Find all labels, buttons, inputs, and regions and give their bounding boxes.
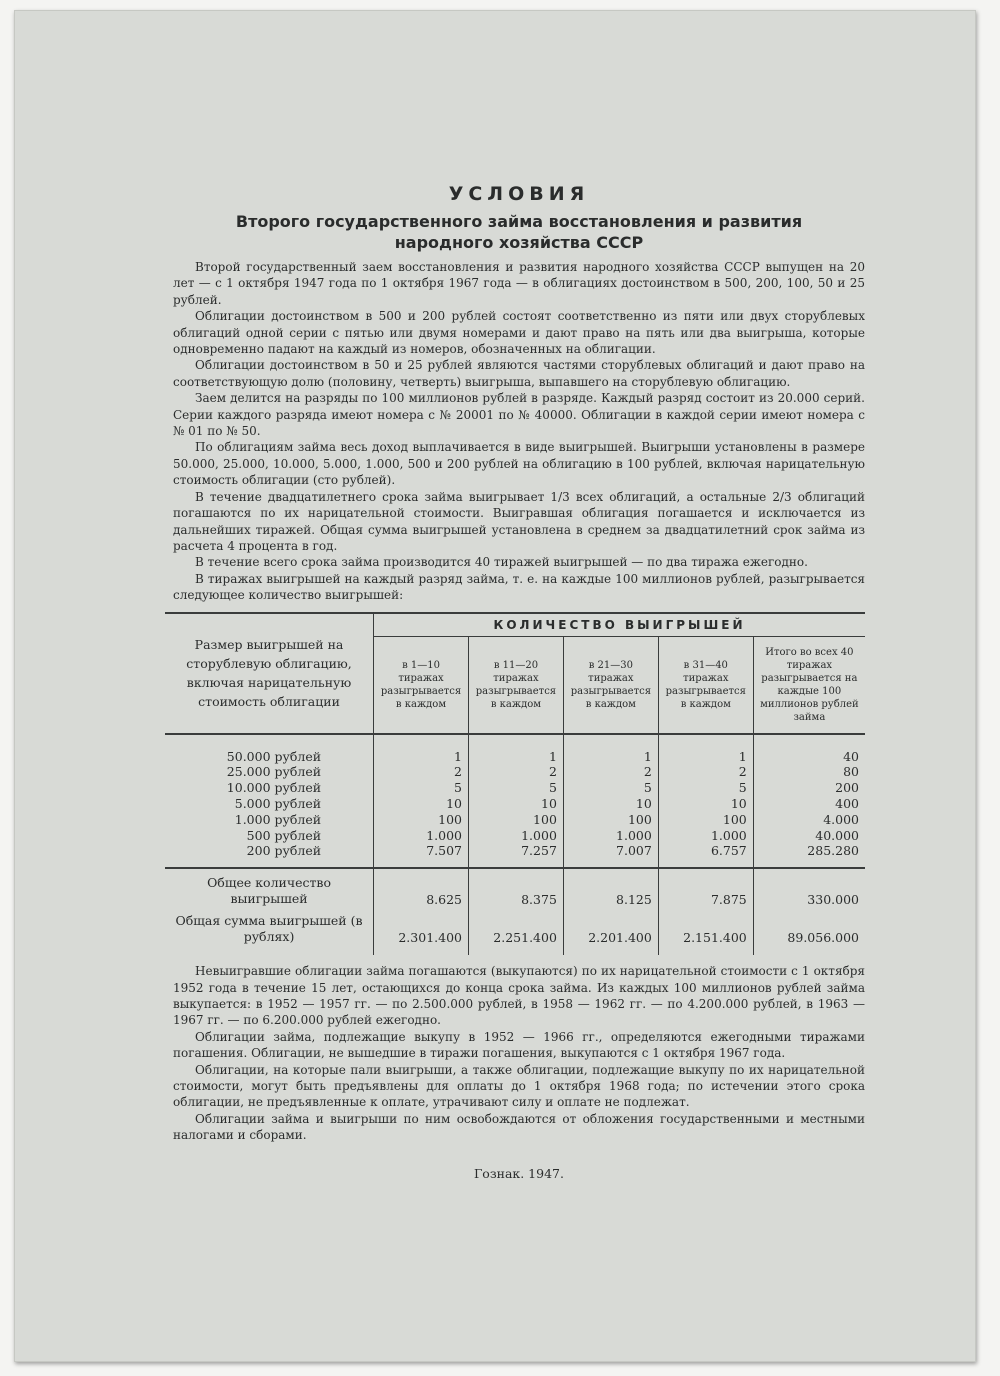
prize-size-header: Размер выигрышей на сторублевую облигацию, включая нарицательную стоимость облигации <box>165 613 374 734</box>
table-cell: 5 <box>468 780 563 796</box>
paragraph: В течение всего срока займа производится 40 тиражей выигрышей — по два тиража ежегодно. <box>195 555 808 570</box>
paragraph: Заем делится на разряды по 100 миллионов рублей в разряде. Каждый разряд состоит из 20.000 серий. Серии каждого разряда имеют номера с № 20001 по № 40000. Облигации в каждой серии имеют номера с № 01 по № 50. <box>173 391 865 439</box>
column-header: в 1—10 тиражах разыгрывается в каждом <box>374 636 469 734</box>
prizes-table <box>165 612 865 956</box>
table-cell: 7.007 <box>563 843 658 868</box>
table-cell: 8.625 <box>374 868 469 907</box>
table-cell: 100 <box>658 812 753 828</box>
paragraph: Облигации достоинством в 50 и 25 рублей являются частями сторублевых облигаций и дают право на соответствующую долю (половину, четверть) выигрыша, выпавшего на сторублевую облигацию. <box>173 358 865 389</box>
table-cell: 100 <box>374 812 469 828</box>
column-header: в 11—20 тиражах разыгрывается в каждом <box>468 636 563 734</box>
table-row <box>165 796 865 812</box>
prize-label: 200 рублей <box>165 843 374 868</box>
paragraph: Второй государственный заем восстановления и развития народного хозяйства СССР выпущен на 20 лет — с 1 октября 1947 года по 1 октября 1967 года — в облигациях достоинством в 500, 200, 100, 50 и 25 рублей. <box>173 260 865 307</box>
table-cell: 2.151.400 <box>658 907 753 955</box>
table-cell: 8.375 <box>468 868 563 907</box>
table-cell: 7.507 <box>374 843 469 868</box>
column-header: в 31—40 тиражах разыгрывается в каждом <box>658 636 753 734</box>
total-count-label: Общее количество выигрышей <box>207 875 331 907</box>
table-cell: 1.000 <box>658 828 753 844</box>
prize-label: 50.000 рублей <box>226 748 322 764</box>
table-cell: 1.000 <box>374 828 469 844</box>
table-cell: 8.125 <box>563 868 658 907</box>
table-cell: 40.000 <box>753 828 865 844</box>
table-cell: 40 <box>753 734 865 765</box>
table-cell: 1 <box>658 734 753 765</box>
table-cell: 1 <box>468 734 563 765</box>
table-cell: 80 <box>753 764 865 780</box>
total-count-row <box>165 868 865 907</box>
table-cell: 7.257 <box>468 843 563 868</box>
table-row <box>165 780 865 796</box>
winnings-count-header: КОЛИЧЕСТВО ВЫИГРЫШЕЙ <box>374 613 865 637</box>
column-header-total: Итого во всех 40 тиражах разыгрывается на каждые 100 миллионов рублей займа <box>753 636 865 734</box>
total-sum-label: Общая сумма выигрышей (в рублях) <box>175 913 363 945</box>
table-cell: 2 <box>374 764 469 780</box>
table-cell: 7.875 <box>658 868 753 907</box>
printer-imprint: Гознак. 1947. <box>474 1165 564 1181</box>
table-cell: 10 <box>374 796 469 812</box>
table-cell: 10 <box>468 796 563 812</box>
table-cell: 1.000 <box>468 828 563 844</box>
table-row <box>165 843 865 868</box>
table-cell: 1 <box>374 734 469 765</box>
table-cell: 6.757 <box>658 843 753 868</box>
table-cell: 200 <box>753 780 865 796</box>
prize-label: 1.000 рублей <box>234 811 322 827</box>
paragraph: Облигации достоинством в 500 и 200 рублей состоят соответственно из пяти или двух сторублевых облигаций одной серии с пятью или двумя номерами и дают право на пять или два выигрыша, которые одновременно падают на каждый из номеров, обозначенных на облигации. <box>173 309 865 357</box>
paragraph: В тиражах выигрышей на каждый разряд займа, т. е. на каждые 100 миллионов рублей, разыгрывается следующее количество выигрышей: <box>173 571 865 603</box>
paragraph: Невыигравшие облигации займа погашаются (выкупаются) по их нарицательной стоимости с 1 октября 1952 года в течение 15 лет, остающихся до конца срока займа. Из каждых 100 миллионов рублей займа выкупается: в 1952 — 1957 гг. — по 2.500.000 рублей, в 1958 — 1962 гг. — по 4.200.000 рублей, в 1963 — 1967 гг. — по 6.200.000 рублей ежегодно. <box>173 964 865 1028</box>
table-cell: 10 <box>658 796 753 812</box>
table-cell: 330.000 <box>753 868 865 907</box>
table-cell: 100 <box>563 812 658 828</box>
paragraph: По облигациям займа весь доход выплачивается в виде выигрышей. Выигрыши установлены в размере 50.000, 25.000, 10.000, 5.000, 1.000, 500 и 200 рублей на облигацию в 100 рублей, включая нарицательную стоимость облигации (сто рублей). <box>173 440 865 488</box>
table-cell: 100 <box>468 812 563 828</box>
table-cell: 5 <box>374 780 469 796</box>
table-cell: 2 <box>658 764 753 780</box>
table-cell: 2.251.400 <box>468 907 563 955</box>
table-cell: 1.000 <box>563 828 658 844</box>
table-cell: 285.280 <box>753 843 865 868</box>
prize-label: 500 рублей <box>246 827 322 843</box>
table-row <box>165 734 865 765</box>
subtitle-line: Второго государственного займа восстановления и развития <box>235 212 803 231</box>
table-cell: 1 <box>563 734 658 765</box>
document-title: УСЛОВИЯ <box>448 183 590 205</box>
table-row <box>165 764 865 780</box>
paragraph: Облигации займа и выигрыши по ним освобождаются от обложения государственными и местными налогами и сборами. <box>173 1111 865 1143</box>
column-header: в 21—30 тиражах разыгрывается в каждом <box>563 636 658 734</box>
subtitle-line: народного хозяйства СССР <box>394 233 644 252</box>
document-subtitle <box>173 211 865 253</box>
table-cell: 400 <box>753 796 865 812</box>
table-cell: 10 <box>563 796 658 812</box>
document-sheet <box>14 10 976 1362</box>
prize-label: 5.000 рублей <box>234 795 322 811</box>
closing-section <box>173 963 865 1143</box>
table-cell: 2 <box>563 764 658 780</box>
paragraph: В течение двадцатилетнего срока займа выигрывает 1/3 всех облигаций, а остальные 2/3 облигаций погашаются по их нарицательной стоимости. Выигравшая облигация погашается и исключается из дальнейших тиражей. Общая сумма выигрышей установлена в среднем за двадцатилетний срок займа из расчета 4 процента в год. <box>173 489 865 553</box>
paragraph: Облигации, на которые пали выигрыши, а также облигации, подлежащие выкупу по их нарицательной стоимости, могут быть предъявлены для оплаты до 1 октября 1968 года; по истечении этого срока облигации, не предъявленные к оплате, утрачивают силу и оплате не подлежат. <box>173 1062 865 1110</box>
intro-section <box>173 259 865 604</box>
table-header-row <box>165 613 865 637</box>
document-content <box>173 183 865 1181</box>
table-cell: 5 <box>563 780 658 796</box>
paragraph: Облигации займа, подлежащие выкупу в 1952 — 1966 гг., определяются ежегодными тиражами погашения. Облигации, не вышедшие в тиражи погашения, выкупаются с 1 октября 1967 года. <box>173 1029 865 1061</box>
table-cell: 4.000 <box>753 812 865 828</box>
table-cell: 2.201.400 <box>563 907 658 955</box>
table-cell: 89.056.000 <box>753 907 865 955</box>
table-cell: 5 <box>658 780 753 796</box>
table-row <box>165 812 865 828</box>
table-cell: 2 <box>468 764 563 780</box>
table-row <box>165 828 865 844</box>
total-sum-row <box>165 907 865 955</box>
prize-label: 10.000 рублей <box>226 780 322 796</box>
table-cell: 2.301.400 <box>374 907 469 955</box>
prize-label: 25.000 рублей <box>226 764 322 780</box>
